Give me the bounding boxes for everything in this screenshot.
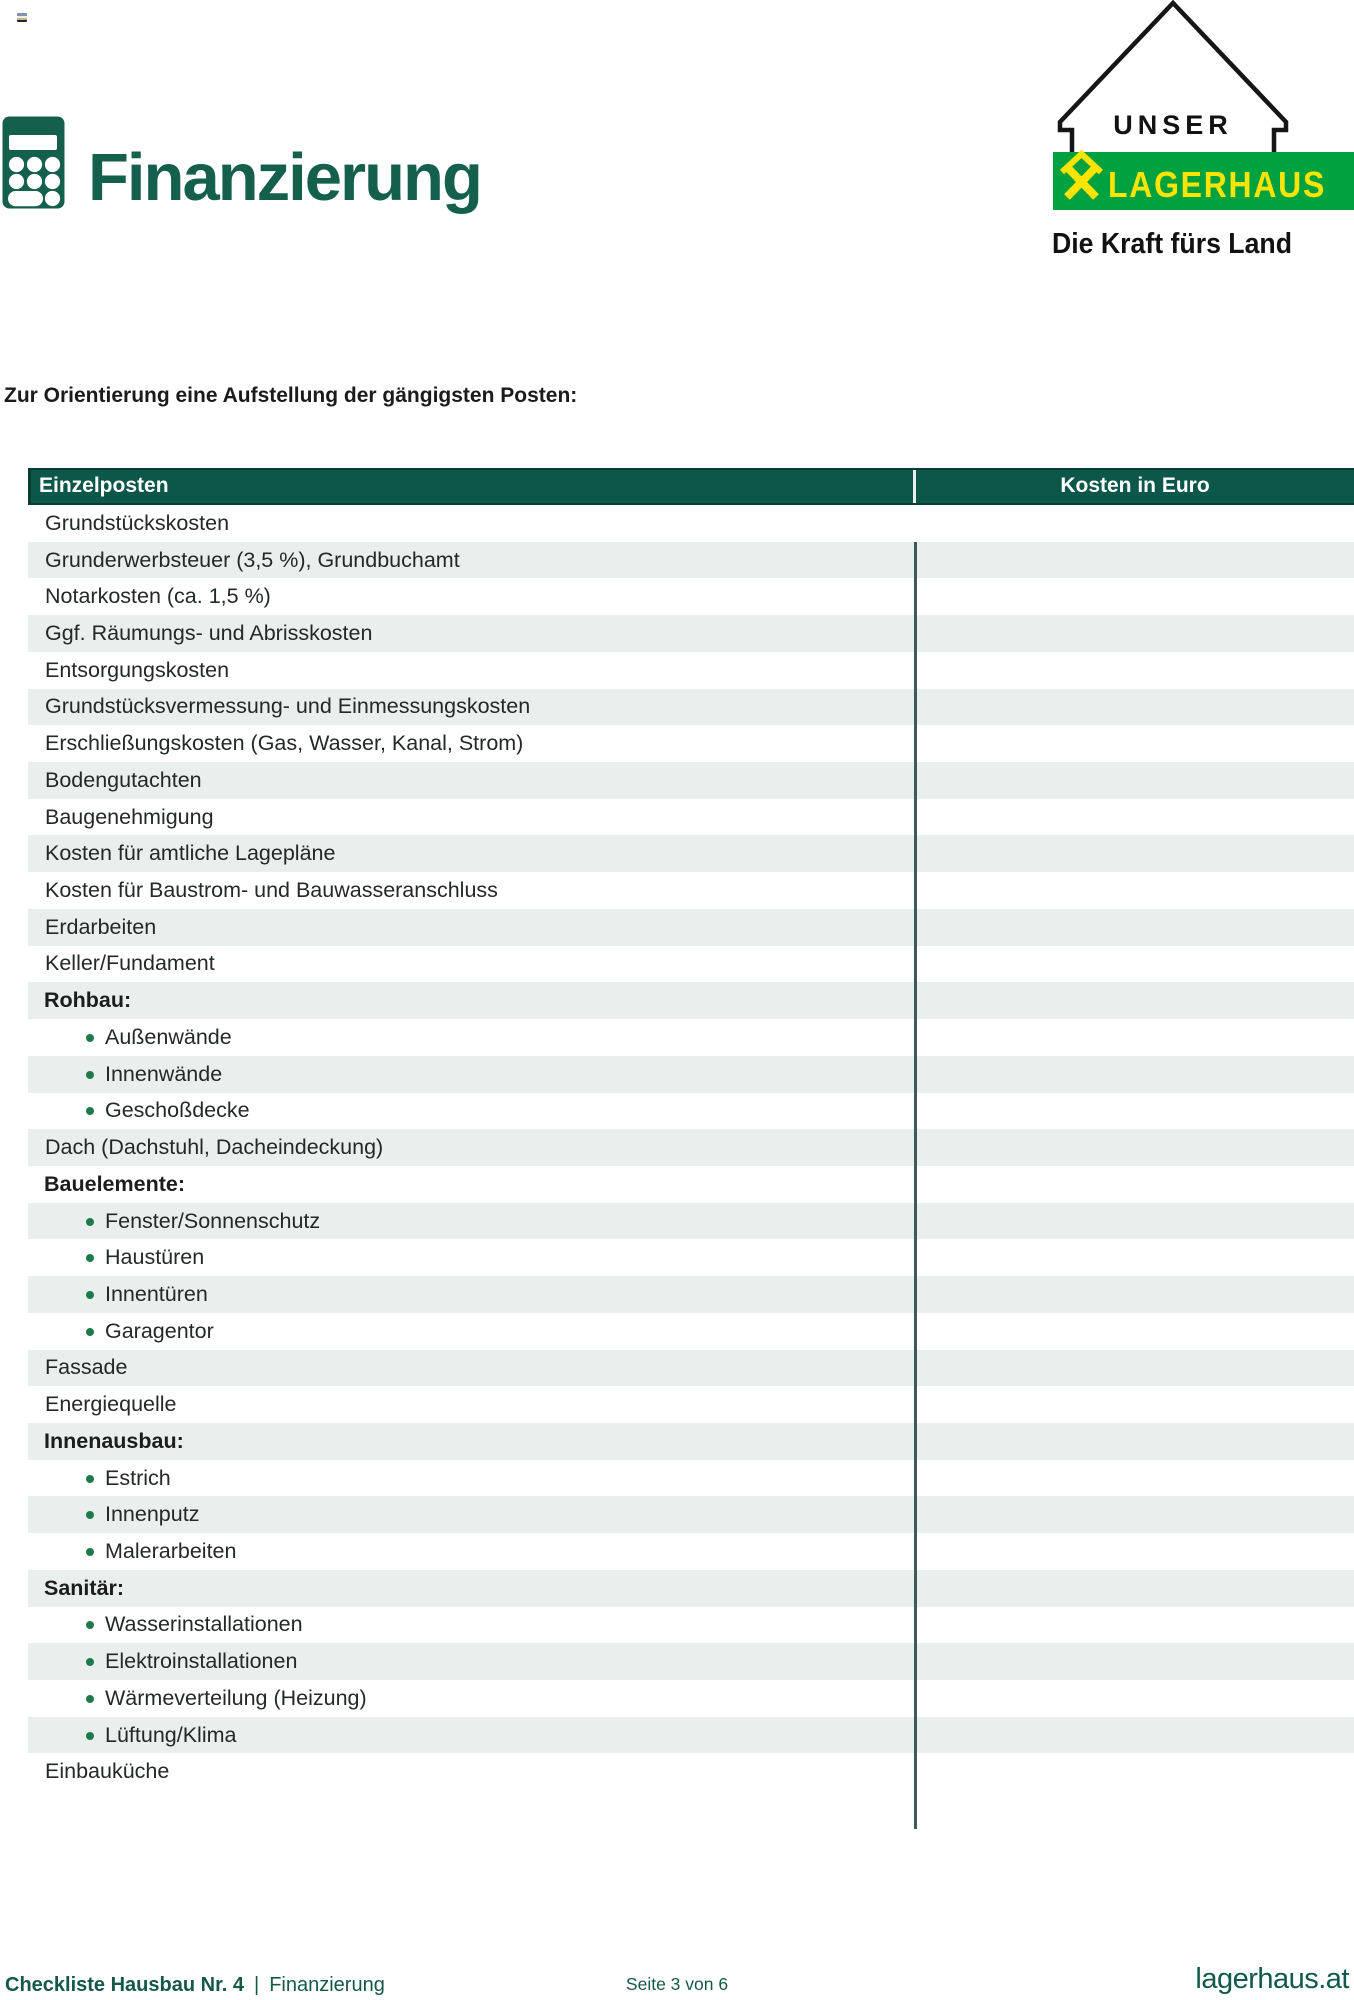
table-row: [28, 615, 1354, 652]
table-row: [28, 1460, 1354, 1497]
logo-unser-text: UNSER: [1113, 110, 1233, 140]
row-label: Erschließungskosten (Gas, Wasser, Kanal, Strom): [45, 731, 524, 756]
table-row: [28, 1423, 1354, 1460]
table-row: [28, 1239, 1354, 1276]
table-row: [28, 1643, 1354, 1680]
row-label: Rohbau:: [44, 988, 132, 1013]
table-row: [28, 542, 1354, 579]
row-label-cell: [28, 694, 914, 719]
table-row: [28, 652, 1354, 689]
row-label: Grundstücksvermessung- und Einmessungskosten: [45, 694, 531, 719]
column-header-kosten: Kosten in Euro: [1060, 474, 1210, 497]
table-row: [28, 1496, 1354, 1533]
logo-tagline: Die Kraft fürs Land: [1052, 228, 1292, 260]
row-label-cell: [28, 915, 914, 940]
footer-doc-section: Finanzierung: [269, 1974, 385, 1996]
column-divider-line: [914, 542, 917, 1829]
row-label-cell: [28, 1612, 914, 1637]
bullet-icon: [86, 1291, 94, 1299]
row-label-cell: [28, 1245, 914, 1270]
row-label: Grunderwerbsteuer (3,5 %), Grundbuchamt: [45, 547, 460, 572]
calculator-icon: [2, 116, 65, 209]
table-row: [28, 1350, 1354, 1387]
row-label-cell: [28, 511, 914, 536]
row-label-cell: [28, 1209, 914, 1234]
page-indicator: Seite 3 von 6: [625, 1974, 729, 1994]
bullet-icon: [86, 1071, 94, 1079]
row-label-cell: [28, 1172, 914, 1197]
table-row: [28, 725, 1354, 762]
table-row: [28, 1056, 1354, 1093]
bullet-icon: [86, 1218, 94, 1226]
page-title: Finanzierung: [88, 140, 481, 215]
row-label: Estrich: [105, 1465, 171, 1490]
row-label: Wärmeverteilung (Heizung): [105, 1685, 367, 1710]
table-row: [28, 505, 1354, 542]
table-row: [28, 1533, 1354, 1570]
row-label-cell: [28, 1466, 914, 1491]
row-label-cell: [28, 805, 914, 830]
row-label: Energiequelle: [45, 1392, 177, 1417]
table-row: [28, 1203, 1354, 1240]
row-label: Innenausbau:: [44, 1428, 184, 1453]
row-label: Garagentor: [105, 1318, 214, 1343]
table-row: [28, 762, 1354, 799]
table-row: [28, 1019, 1354, 1056]
row-label: Einbauküche: [45, 1759, 170, 1784]
table-row: [28, 872, 1354, 909]
table-row: [28, 835, 1354, 872]
bullet-icon: [86, 1732, 94, 1740]
row-label-cell: [28, 768, 914, 793]
row-label: Geschoßdecke: [105, 1098, 250, 1123]
footer-separator: |: [253, 1974, 260, 1996]
row-label: Ggf. Räumungs- und Abrisskosten: [45, 621, 373, 646]
row-label-cell: [28, 1392, 914, 1417]
bullet-icon: [86, 1511, 94, 1519]
row-label-cell: [28, 621, 914, 646]
row-label: Baugenehmigung: [45, 804, 214, 829]
intro-text: Zur Orientierung eine Aufstellung der gängigsten Posten:: [4, 384, 578, 407]
row-label-cell: [28, 951, 914, 976]
bullet-icon: [86, 1475, 94, 1483]
row-label-cell: [28, 878, 914, 903]
bullet-icon: [86, 1254, 94, 1262]
table-header: [28, 468, 1354, 505]
row-label: Bodengutachten: [45, 767, 202, 792]
row-label-cell: [28, 584, 914, 609]
bullet-icon: [86, 1328, 94, 1336]
row-label-cell: [28, 1098, 914, 1123]
viewer-artifact-icon: [17, 13, 27, 22]
footer-doc-title: Checkliste Hausbau Nr. 4: [5, 1974, 244, 1996]
table-row: [28, 946, 1354, 983]
row-label: Haustüren: [105, 1245, 205, 1270]
table-row: [28, 799, 1354, 836]
logo-lagerhaus-text: LAGERHAUS: [1108, 164, 1326, 205]
table-row: [28, 1093, 1354, 1130]
row-label: Sanitär:: [44, 1575, 125, 1600]
bullet-icon: [86, 1658, 94, 1666]
lagerhaus-logo: [1020, 0, 1354, 266]
row-label: Innenputz: [105, 1502, 200, 1527]
row-label: Keller/Fundament: [45, 951, 215, 976]
row-label-cell: [28, 658, 914, 683]
table-row: [28, 1129, 1354, 1166]
table-row: [28, 1717, 1354, 1754]
cost-table: [28, 468, 1354, 1790]
row-label-cell: [28, 731, 914, 756]
row-label: Fassade: [45, 1355, 128, 1380]
row-label-cell: [28, 1282, 914, 1307]
bullet-icon: [86, 1621, 94, 1629]
row-label-cell: [28, 1539, 914, 1564]
row-label: Kosten für amtliche Lagepläne: [45, 841, 336, 866]
row-label: Innenwände: [105, 1061, 223, 1086]
row-label: Lüftung/Klima: [105, 1722, 237, 1747]
row-label-cell: [28, 1686, 914, 1711]
row-label-cell: [28, 1576, 914, 1601]
row-label-cell: [28, 1062, 914, 1087]
row-label-cell: [28, 1319, 914, 1344]
bullet-icon: [86, 1034, 94, 1042]
table-row: [28, 1570, 1354, 1607]
bullet-icon: [86, 1695, 94, 1703]
row-label: Erdarbeiten: [45, 914, 157, 939]
row-label: Notarkosten (ca. 1,5 %): [45, 584, 271, 609]
row-label-cell: [28, 988, 914, 1013]
table-row: [28, 1753, 1354, 1790]
website-link[interactable]: lagerhaus.at: [1195, 1963, 1349, 1995]
table-row: [28, 1607, 1354, 1644]
bullet-icon: [86, 1107, 94, 1115]
row-label-cell: [28, 1649, 914, 1674]
row-label: Kosten für Baustrom- und Bauwasseranschluss: [45, 878, 498, 903]
row-label-cell: [28, 1135, 914, 1160]
row-label: Bauelemente:: [44, 1171, 185, 1196]
table-row: [28, 909, 1354, 946]
table-row: [28, 1386, 1354, 1423]
table-row: [28, 1313, 1354, 1350]
row-label: Entsorgungskosten: [45, 657, 230, 682]
table-row: [28, 689, 1354, 726]
column-header-einzelposten: Einzelposten: [39, 474, 169, 497]
table-row: [28, 1276, 1354, 1313]
row-label: Grundstückskosten: [45, 510, 230, 535]
row-label: Malerarbeiten: [105, 1538, 237, 1563]
row-label: Dach (Dachstuhl, Dacheindeckung): [45, 1135, 384, 1160]
row-label-cell: [28, 1759, 914, 1784]
table-row: [28, 982, 1354, 1019]
row-label: Außenwände: [105, 1024, 232, 1049]
table-row: [28, 1680, 1354, 1717]
row-label: Fenster/Sonnenschutz: [105, 1208, 321, 1233]
row-label-cell: [28, 548, 914, 573]
row-label: Elektroinstallationen: [105, 1649, 298, 1674]
table-body: [28, 505, 1354, 1790]
row-label-cell: [28, 1025, 914, 1050]
row-label: Wasserinstallationen: [105, 1612, 303, 1637]
table-row: [28, 578, 1354, 615]
row-label: Innentüren: [105, 1281, 208, 1306]
row-label-cell: [28, 1429, 914, 1454]
row-label-cell: [28, 841, 914, 866]
row-label-cell: [28, 1502, 914, 1527]
row-label-cell: [28, 1355, 914, 1380]
bullet-icon: [86, 1548, 94, 1556]
row-label-cell: [28, 1723, 914, 1748]
table-row: [28, 1166, 1354, 1203]
